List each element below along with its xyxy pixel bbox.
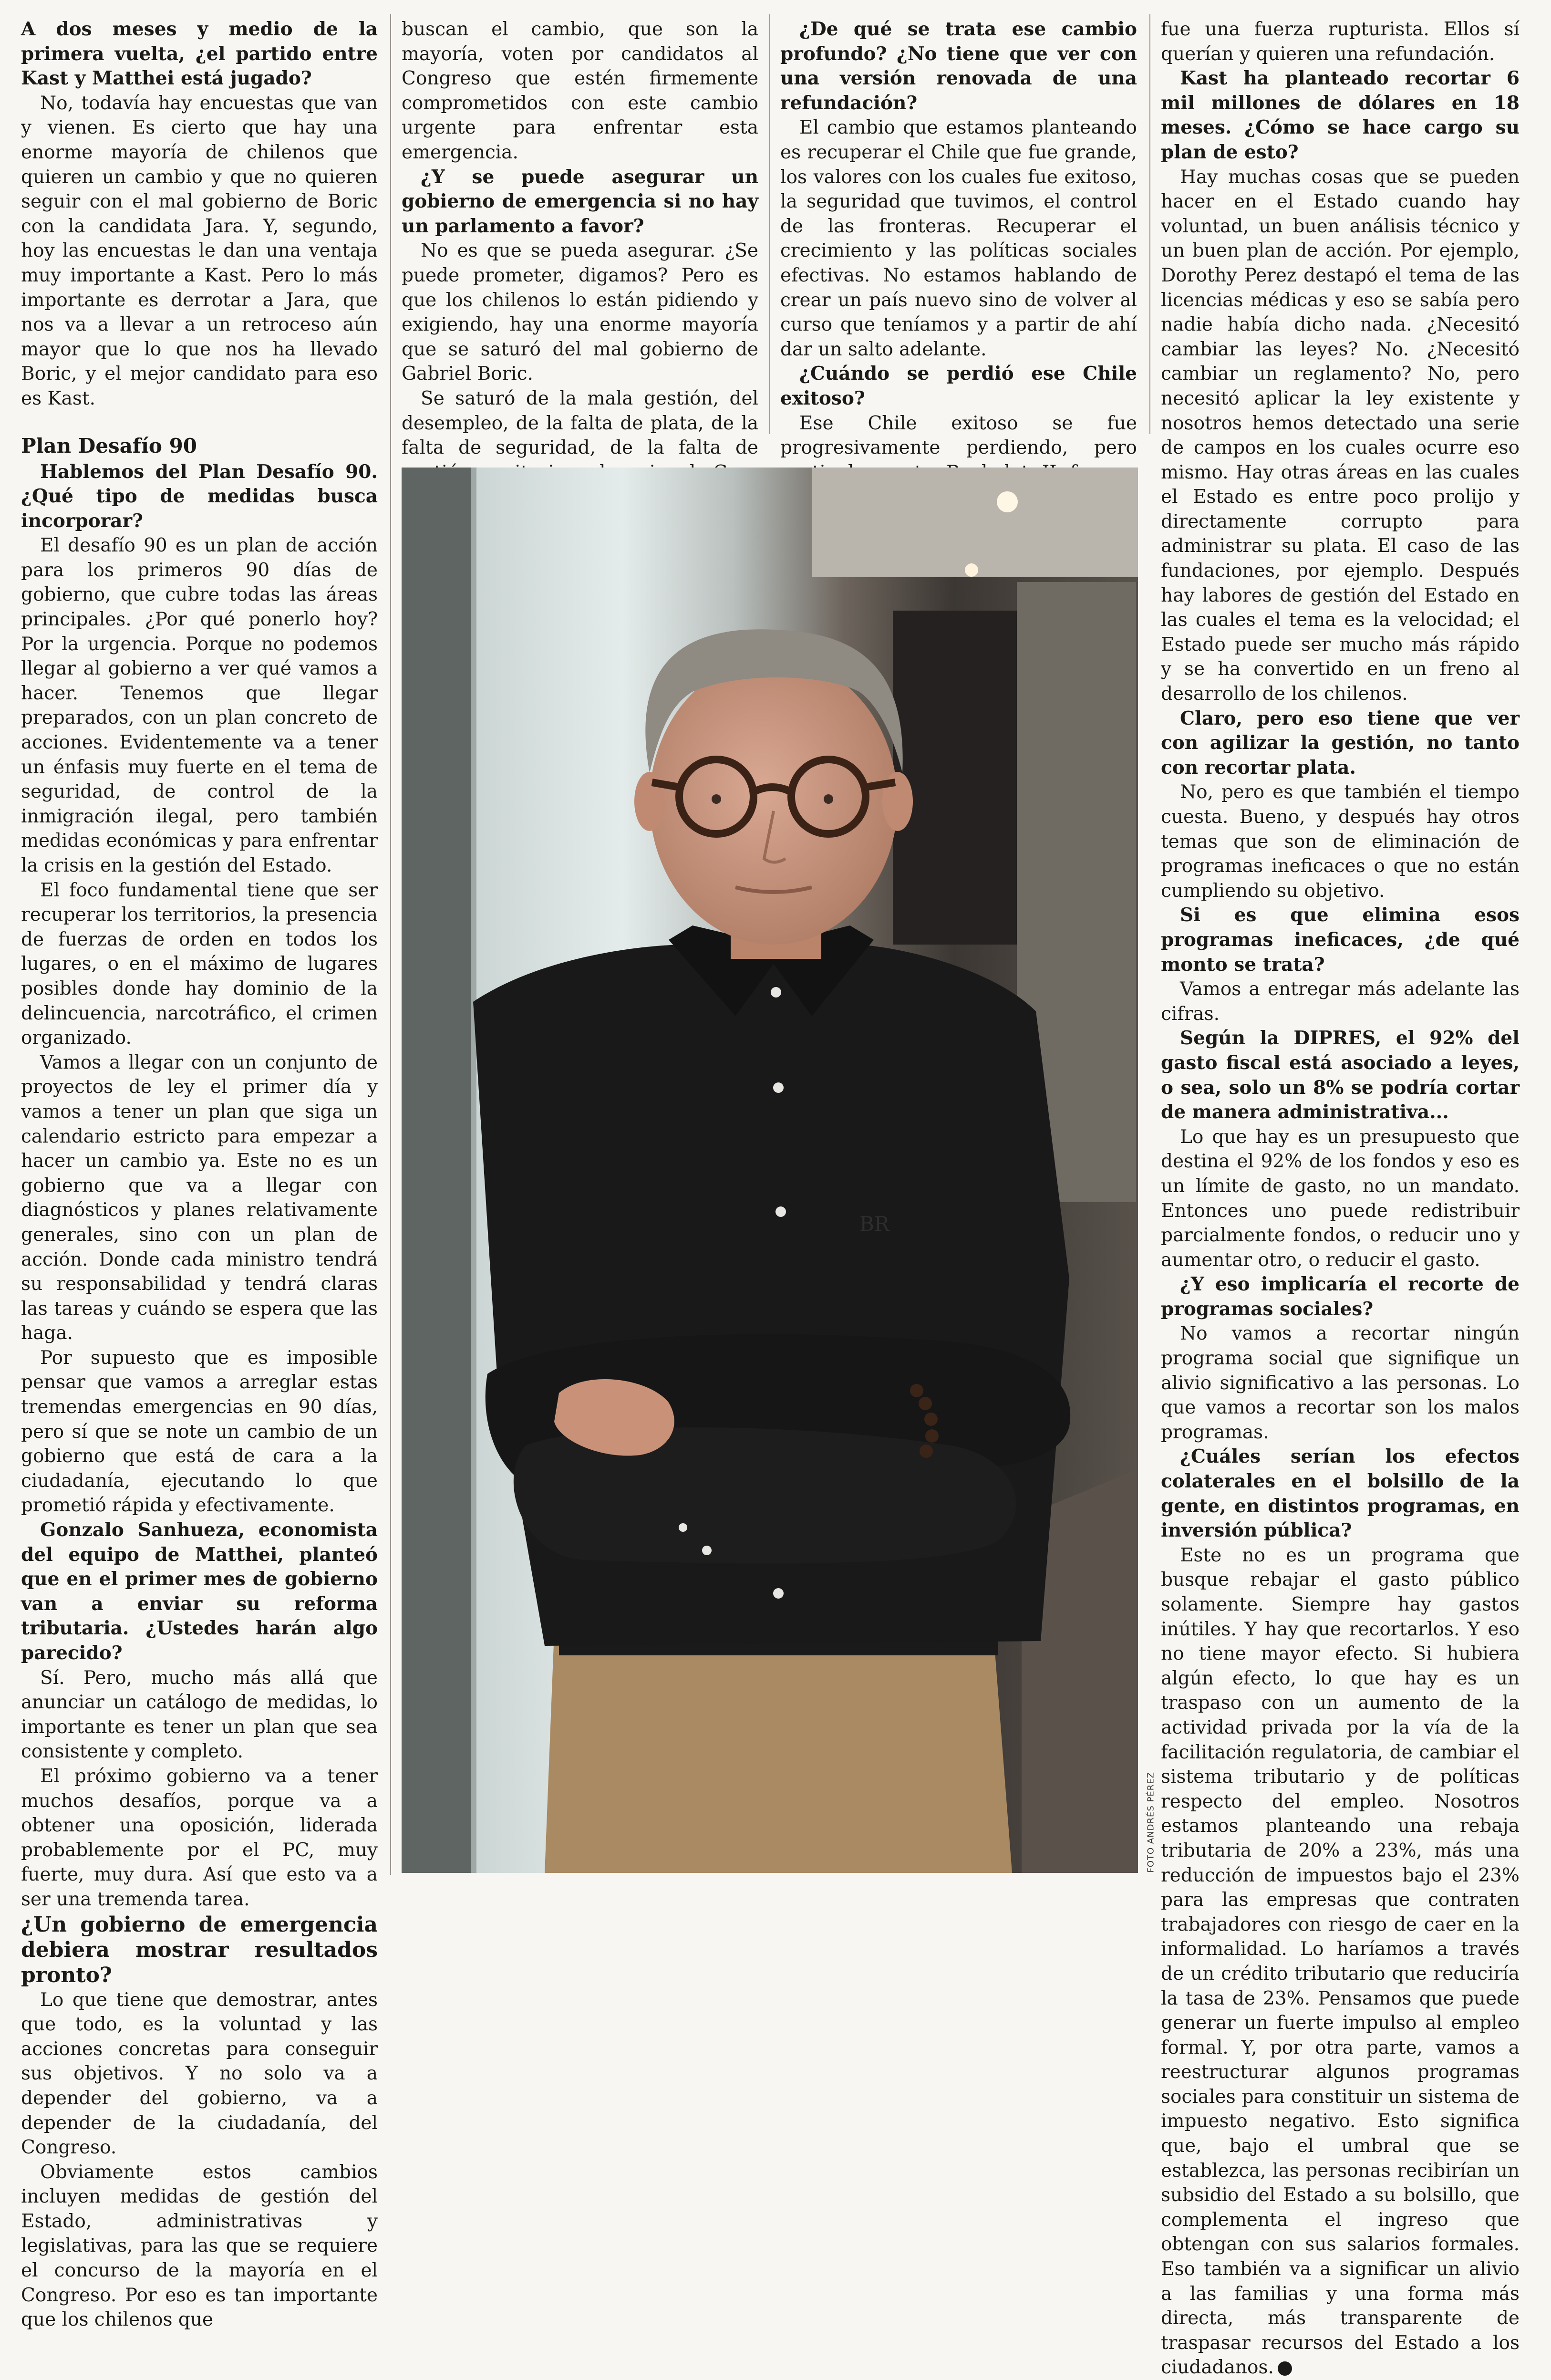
question: ¿Cuándo se perdió ese Chile exitoso? xyxy=(780,363,1137,409)
shirt-logo: BR xyxy=(859,1212,889,1236)
answer: Obviamente estos cambios incluyen medidas de gestión del Estado, administrativas y legislativas, para las que se requiere el concurso de la mayoría en el Congreso. Por eso es tan importante que los chilenos que xyxy=(21,2161,378,2331)
answer: Sí. Pero, mucho más allá que anunciar un catálogo de medidas, lo importante es tener un plan que sea consistente y completo. xyxy=(21,1667,378,1763)
answer: Ese Chile exitoso se fue progresivamente perdiendo, pero xyxy=(780,412,1137,459)
column-rule-1 xyxy=(390,14,391,1875)
answer: fue una fuerza rupturista. Ellos sí querían y quieren una refundación. xyxy=(1161,19,1520,65)
answer: Vamos a llegar con un conjunto de proyectos de ley el primer día y vamos a tener un plan que siga un calendario estricto para empezar a hacer un cambio ya. Este no es un gobierno que va a llegar con diagnósticos y planes relativamente generales, sino con un plan de acción. Donde cada ministro tendrá su responsabilidad y tendrá claras las tareas y cuándo se espera que las haga. xyxy=(21,1051,378,1344)
portrait-photo xyxy=(402,468,1138,1873)
question: Kast ha planteado recortar 6 mil millones de dólares en 18 meses. ¿Cómo se hace cargo su plan de esto? xyxy=(1161,67,1520,163)
answer: El cambio que estamos planteando es recuperar el Chile que fue grande, los valores con los cuales fue exitoso, la seguridad que tuvimos, el control de las fronteras. Recuperar el crecimiento y las políticas sociales efectivas. No estamos hablando de crear un país nuevo sino de volver al curso que teníamos y a partir de ahí dar un salto adelante. xyxy=(780,117,1137,360)
article-column-1 xyxy=(21,17,378,2331)
column-rule-3 xyxy=(1149,14,1150,434)
answer: Se saturó de la mala gestión, del desempleo, de la falta de plata, de la falta de seguridad, de la falta de xyxy=(402,387,758,459)
question: ¿Cuáles serían los efectos colaterales en el bolsillo de la gente, en distintos programas, en inversión pública? xyxy=(1161,1445,1520,1542)
answer: Lo que hay es un presupuesto que destina el 92% de los fondos y eso es un límite de gasto, no un mandato. Entonces uno puede redistribuir parcialmente fondos, o reducir uno y aumentar otro, o reducir el gasto. xyxy=(1161,1126,1520,1271)
question: Gonzalo Sanhueza, economista del equipo de Matthei, planteó que en el primer mes de gobierno van a enviar su reforma tributaria. ¿Ustedes harán algo parecido? xyxy=(21,1519,378,1664)
question: ¿Y eso implicaría el recorte de programas sociales? xyxy=(1161,1273,1520,1320)
answer: Hay muchas cosas que se pueden hacer en el Estado cuando hay voluntad, un buen análisis técnico y un buen plan de acción. Por ejemplo, Dorothy Perez destapó el tema de las licencias médicas y eso se sabía pero nadie había dicho nada. ¿Necesitó cambiar las leyes? No. ¿Necesitó cambiar un reglamento? No, pero necesitó aplicar la ley existente y nosotros hemos detectado una serie de campos en los cuales ocurre eso mismo. Hay otras áreas en las cuales el Estado es entre poco prolijo y directamente corrupto para administrar su plata. El caso de las fundaciones, por ejemplo. Después hay labores de gestión del Estado en las cuales el tema es la velocidad; el Estado puede ser mucho más rápido y se ha convertido en un freno al desarrollo de los chilenos. xyxy=(1161,166,1520,705)
question: ¿Y se puede asegurar un gobierno de emergencia si no hay un parlamento a favor? xyxy=(402,166,758,237)
question-large: ¿Un gobierno de emergencia debiera mostrar resultados pronto? xyxy=(21,1912,378,1987)
article-column-4 xyxy=(1161,17,1520,2379)
answer: Por supuesto que es imposible pensar que vamos a arreglar estas tremendas emergencias en 90 días, pero sí que se note un cambio de un gobierno que está de cara a la ciudadanía, ejecutando lo que prometió rápida y efectivamente. xyxy=(21,1347,378,1517)
answer: El próximo gobierno va a tener muchos desafíos, porque va a obtener una oposición, liderada probablemente por el PC, muy fuerte, muy dura. Así que esto va a ser una tremenda tarea. xyxy=(21,1765,378,1910)
question: ¿De qué se trata ese cambio profundo? ¿No tiene que ver con una versión renovada de una refundación? xyxy=(780,18,1137,114)
answer: El desafío 90 es un plan de acción para los primeros 90 días de gobierno, que cubre todas las áreas principales. ¿Por qué ponerlo hoy? Por la urgencia. Porque no podemos llegar al gobierno a ver qué vamos a hacer. Tenemos que llegar preparados, con un plan concreto de acciones. Evidentemente va a tener un énfasis muy fuerte en el tema de seguridad, de control de la inmigración ilegal, pero también medidas económicas y para enfrentar la crisis en la gestión del Estado. xyxy=(21,535,378,876)
column-rule-2 xyxy=(769,14,770,434)
question: A dos meses y medio de la primera vuelta, ¿el partido entre Kast y Matthei está jugado? xyxy=(21,18,378,90)
question: Si es que elimina esos programas ineficaces, ¿de qué monto se trata? xyxy=(1161,904,1520,976)
answer: Lo que tiene que demostrar, antes que todo, es la voluntad y las acciones concretas para conseguir sus objetivos. Y no solo va a depender del gobierno, va a depender de la ciudadanía, del Congreso. xyxy=(21,1989,378,2159)
answer: buscan el cambio, que son la mayoría, voten por candidatos al Congreso que estén firmemente comprometidos con este cambio urgente para enfrentar esta emergencia. xyxy=(402,19,758,163)
article-column-2 xyxy=(402,17,758,459)
end-of-article-icon: ◆ xyxy=(1278,2361,1292,2376)
photo-credit-text: FOTO ANDRÉS PÉREZ xyxy=(1146,1771,1156,1873)
answer: No, todavía hay encuestas que van y vienen. Es cierto que hay una enorme mayoría de chilenos que quieren un cambio y que no quieren seguir con el mal gobierno de Boric con la candidata Jara. Y, segundo, hoy las encuestas le dan una ventaja muy importante a Kast. Pero lo más importante es derrotar a Jara, que nos va a llevar a un retroceso aún mayor que lo que nos ha llevado Boric, y el mejor candidato para eso es Kast. xyxy=(21,92,378,409)
answer-text: Este no es un programa que busque rebajar el gasto público solamente. Siempre hay gastos inútiles. Y hay que recortarlos. Y eso no tiene mayor efecto. Si hubiera algún efecto, lo que hay es un traspaso con un aumento de la actividad privada por la vía de la facilitación regulatoria, de cambiar el sistema tributario y de políticas respecto del empleo. Nosotros estamos planteando una rebaja tributaria de 20% a 23%, más una reducción de impuestos bajo el 23% para las empresas que contraten trabajadores con riesgo de caer en la informalidad. Lo haríamos a través de un crédito tributario que reduciría la tasa de 23%. Pensamos que puede generar un fuerte impulso al empleo formal. Y, por otra parte, vamos a reestructurar algunos programas sociales para constituir un sistema de impuesto negativo. Esto significa que, bajo el umbral que se establezca, las personas recibirían un subsidio del Estado a su bolsillo, que complementa el ingreso que obtengan con sus salarios formales. Eso también va a significar un alivio a las familias y una forma más directa, más transparente de traspasar recursos del Estado a los ciudadanos. xyxy=(1161,1544,1520,2379)
answer-final xyxy=(1161,1543,1520,2380)
section-subhead: Plan Desafío 90 xyxy=(21,434,197,457)
question: Según la DIPRES, el 92% del gasto fiscal está asociado a leyes, o sea, solo un 8% se podría cortar de manera administrativa... xyxy=(1161,1027,1520,1123)
article-column-3 xyxy=(780,17,1137,459)
answer: El foco fundamental tiene que ser recuperar los territorios, la presencia de fuerzas de orden en todos los lugares, o en el máximo de lugares posibles donde hay dominio de la delincuencia, narcotráfico, el crimen organizado. xyxy=(21,879,378,1049)
answer: No vamos a recortar ningún programa social que signifique un alivio significativo a las personas. Lo que vamos a recortar son los malos programas. xyxy=(1161,1323,1520,1443)
photo-credit xyxy=(1144,1765,1156,1875)
answer: Vamos a entregar más adelante las cifras. xyxy=(1161,978,1520,1025)
answer: No, pero es que también el tiempo cuesta. Bueno, y después hay otros temas que son de eliminación de programas ineficaces o que no están cumpliendo su objetivo. xyxy=(1161,781,1520,902)
answer: No es que se pueda asegurar. ¿Se puede prometer, digamos? Pero es que los chilenos lo están pidiendo y exigiendo, hay una enorme mayoría que se saturó del mal gobierno de Gabriel Boric. xyxy=(402,240,758,385)
question: Hablemos del Plan Desafío 90. ¿Qué tipo de medidas busca incorporar? xyxy=(21,460,378,532)
question: Claro, pero eso tiene que ver con agilizar la gestión, no tanto con recortar plata. xyxy=(1161,707,1520,779)
